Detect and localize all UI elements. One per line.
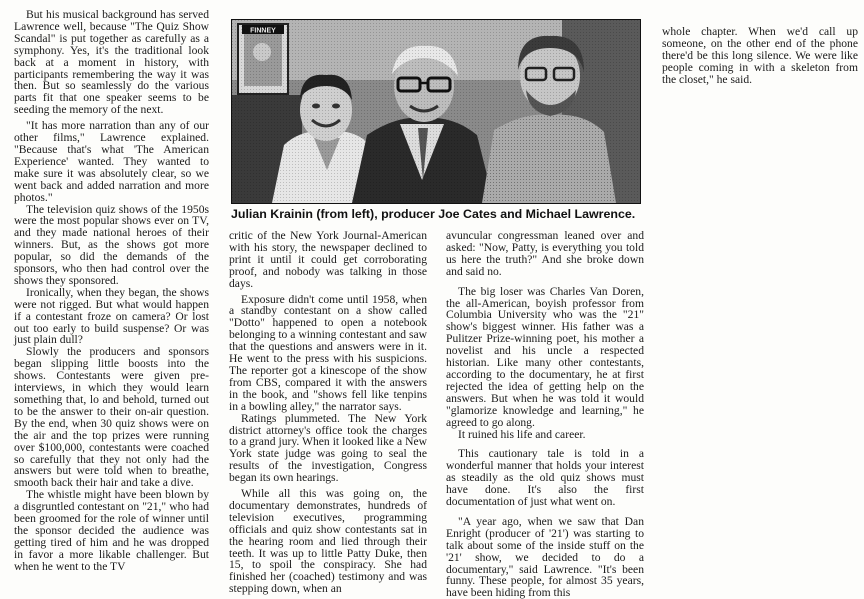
- paragraph: While all this was going on, the documentary demonstrates, hundreds of television executives, programming officials and quiz show contestants sat in the hearing room and lied through their teeth. It was up to little Patty Duke, then 15, to spoil the conspiracy. She had finished her (coached) testimony and was stepping down, when an: [229, 487, 427, 596]
- paragraph: Exposure didn't come until 1958, when a standby contestant on a show called "Dotto" happened to open a notebook belonging to a winning contestant and saw that the questions and answers were in it. He went to the press with his suspicions. The reporter got a kinescope of the show from CBS, compared it with the answers in the book, and "shows fell like tenpins in a bowling alley," the narrator says.: [229, 292, 427, 413]
- news-photo: [231, 19, 641, 204]
- article-column-2: [229, 230, 427, 595]
- paragraph: Ironically, when they began, the shows were not rigged. But what would happen if a contestant froze on camera? Or lost out too early to build suspense? Or was just plain dull?: [14, 285, 209, 347]
- paragraph: The television quiz shows of the 1950s were the most popular shows ever on TV, and they made national heroes of their winners. But, as the shows got more popular, so did the demands of the sponsors, who then had control over the shows they sponsored.: [14, 202, 209, 287]
- paragraph: critic of the New York Journal-American with his story, the newspaper declined to print it until it could get corroborating proof, and nobody was talking in those days.: [229, 229, 427, 290]
- paragraph: It ruined his life and career.: [458, 427, 586, 441]
- paragraph: avuncular congressman leaned over and asked: "Now, Patty, is everything you told us here the truth?" And she broke down and said no.: [446, 229, 644, 278]
- paragraph: But his musical background has served Lawrence well, because "The Quiz Show Scandal" is put together as carefully as a symphony. Yes, it's the traditional look back at a moment in history, with participants remembering the way it was then. But so seamlessly do the various parts fit that one speaker seems to be seeding the memory of the next.: [14, 8, 209, 117]
- paragraph: This cautionary tale is told in a wonderful manner that holds your interest as steadily as the old quiz shows must have done. It's also the first documentation of just what went on.: [446, 447, 644, 509]
- article-column-4: [662, 26, 858, 86]
- paragraph: Ratings plummeted. The New York district attorney's office took the charges to a grand jury. When it looked like a New York state judge was going to seal the results of the investigation, Congress began its own hearings.: [229, 411, 427, 485]
- paragraph: The whistle might have been blown by a disgruntled contestant on "21," who had been groomed for the role of winner until the sponsor decided the audience was getting tired of him and he was dropped in favor a more likable challenger. But when he went to the TV: [14, 488, 209, 573]
- article-column-1: [14, 9, 209, 573]
- article-column-3: [446, 230, 644, 599]
- paragraph: "A year ago, when we saw that Dan Enright (producer of '21') was starting to talk about some of the inside stuff on the '21' show, we decided to do a documentary," said Lawrence. "It's been funny. These people, for almost 35 years, have been hiding from this: [446, 514, 644, 599]
- paragraph: The big loser was Charles Van Doren, the all-American, boyish professor from Columbia University who was the "21" show's biggest winner. His father was a Pulitzer Prize-winning poet, his mother a novelist and his uncle a respected historian. Like many other contestants, according to the documentary, he at first rejected the idea of getting help on the answers. But when he was told it would "glamorize knowledge and learning," he agreed to go along.: [446, 284, 644, 429]
- paragraph: whole chapter. When we'd call up someone, on the other end of the phone there'd be this long silence. We were like people coming in with a skeleton from the closet," he said.: [662, 25, 858, 86]
- photo-caption: Julian Krainin (from left), producer Joe Cates and Michael Lawrence.: [231, 207, 636, 221]
- paragraph: Slowly the producers and sponsors began slipping little boosts into the shows. Contestants were given pre-interviews, in which they would learn something that, lo and behold, turned out to be the answer to their on-air question. By the end, when 30 quiz shows were on the air and the top prizes were running over $100,000, contestants were coached so carefully that they not only had the answers but were told when to breathe, smooth back their hair and take a dive.: [14, 345, 209, 490]
- paragraph: "It has more narration than any of our other films," Lawrence explained. "Because that's what 'The American Experience' wanted. They wanted to make sure it was absolutely clear, so we went back and added narration and more photos.": [14, 119, 209, 204]
